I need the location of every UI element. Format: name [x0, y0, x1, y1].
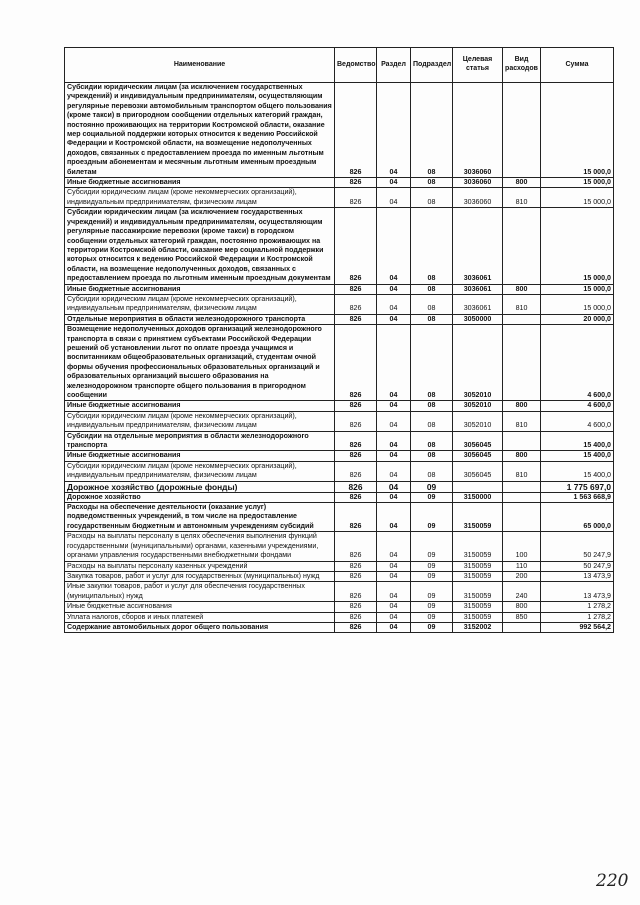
cell-subsection: 09 — [411, 481, 453, 492]
cell-exptype: 800 — [503, 401, 541, 411]
cell-target: 3036061 — [453, 208, 503, 284]
cell-subsection: 08 — [411, 284, 453, 294]
cell-sum: 15 000,0 — [541, 284, 614, 294]
cell-name: Содержание автомобильных дорог общего пользования — [65, 622, 335, 632]
cell-exptype: 100 — [503, 532, 541, 561]
cell-exptype: 240 — [503, 582, 541, 602]
cell-subsection: 08 — [411, 178, 453, 188]
cell-section: 04 — [377, 561, 411, 571]
cell-section: 04 — [377, 481, 411, 492]
cell-dept: 826 — [335, 411, 377, 431]
cell-sum: 4 600,0 — [541, 411, 614, 431]
cell-exptype: 810 — [503, 294, 541, 314]
cell-section: 04 — [377, 622, 411, 632]
cell-sum: 15 000,0 — [541, 294, 614, 314]
cell-dept: 826 — [335, 481, 377, 492]
table-row — [65, 461, 614, 481]
cell-subsection: 08 — [411, 83, 453, 178]
cell-section: 04 — [377, 83, 411, 178]
cell-sum: 4 600,0 — [541, 401, 614, 411]
cell-exptype — [503, 503, 541, 532]
cell-sum: 20 000,0 — [541, 314, 614, 324]
cell-dept: 826 — [335, 492, 377, 502]
cell-subsection: 08 — [411, 325, 453, 401]
cell-section: 04 — [377, 208, 411, 284]
cell-dept: 826 — [335, 431, 377, 451]
table-row — [65, 481, 614, 492]
header-target: Целевая статья — [453, 48, 503, 83]
cell-exptype: 200 — [503, 571, 541, 581]
cell-sum: 992 564,2 — [541, 622, 614, 632]
cell-sum: 50 247,9 — [541, 561, 614, 571]
cell-name: Субсидии на отдельные мероприятия в области железнодорожного транспорта — [65, 431, 335, 451]
cell-dept: 826 — [335, 314, 377, 324]
cell-exptype — [503, 325, 541, 401]
cell-exptype — [503, 208, 541, 284]
cell-subsection: 09 — [411, 622, 453, 632]
cell-section: 04 — [377, 461, 411, 481]
cell-target: 3056045 — [453, 431, 503, 451]
cell-section: 04 — [377, 314, 411, 324]
cell-subsection: 08 — [411, 451, 453, 461]
table-row — [65, 294, 614, 314]
cell-name: Иные бюджетные ассигнования — [65, 178, 335, 188]
cell-section: 04 — [377, 492, 411, 502]
cell-name: Субсидии юридическим лицам (кроме некоммерческих организаций), индивидуальным предпринимателям, физическим лицам — [65, 461, 335, 481]
cell-dept: 826 — [335, 294, 377, 314]
cell-subsection: 09 — [411, 612, 453, 622]
cell-name: Иные бюджетные ассигнования — [65, 284, 335, 294]
cell-section: 04 — [377, 411, 411, 431]
cell-dept: 826 — [335, 571, 377, 581]
cell-subsection: 08 — [411, 431, 453, 451]
table-row — [65, 284, 614, 294]
table-row — [65, 492, 614, 502]
cell-dept: 826 — [335, 532, 377, 561]
cell-section: 04 — [377, 582, 411, 602]
cell-target: 3050000 — [453, 314, 503, 324]
cell-target: 3036061 — [453, 284, 503, 294]
header-dept: Ведомство — [335, 48, 377, 83]
cell-target: 3150000 — [453, 492, 503, 502]
cell-dept: 826 — [335, 612, 377, 622]
cell-name: Уплата налогов, сборов и иных платежей — [65, 612, 335, 622]
table-row — [65, 612, 614, 622]
cell-sum: 15 400,0 — [541, 461, 614, 481]
table-row — [65, 401, 614, 411]
cell-target: 3150059 — [453, 602, 503, 612]
cell-exptype — [503, 492, 541, 502]
cell-name: Субсидии юридическим лицам (кроме некоммерческих организаций), индивидуальным предпринимателям, физическим лицам — [65, 294, 335, 314]
table-row — [65, 532, 614, 561]
cell-dept: 826 — [335, 284, 377, 294]
cell-section: 04 — [377, 431, 411, 451]
header-sum: Сумма — [541, 48, 614, 83]
table-row — [65, 622, 614, 632]
cell-target: 3052010 — [453, 411, 503, 431]
cell-sum: 4 600,0 — [541, 325, 614, 401]
cell-dept: 826 — [335, 561, 377, 571]
cell-target — [453, 481, 503, 492]
header-exptype: Вид расходов — [503, 48, 541, 83]
table-row — [65, 208, 614, 284]
cell-section: 04 — [377, 451, 411, 461]
cell-target: 3036060 — [453, 178, 503, 188]
cell-exptype: 800 — [503, 602, 541, 612]
budget-table — [64, 47, 614, 633]
cell-sum: 15 400,0 — [541, 451, 614, 461]
cell-sum: 1 278,2 — [541, 612, 614, 622]
cell-section: 04 — [377, 294, 411, 314]
cell-target: 3036060 — [453, 83, 503, 178]
cell-section: 04 — [377, 188, 411, 208]
cell-name: Субсидии юридическим лицам (за исключением государственных учреждений) и индивидуальным предпринимателям, осуществляющим регулярные пассажирские перевозки (кроме такси) в городском сообщении отдельных категорий граждан, постоянно проживающих на территории Костромской области, оказание мер социальной поддержки которых относится к ведению Российской Федерации и Костромской области, на возмещение недополученных доходов, связанных с предоставлением проезда по льготным именным проездным документам — [65, 208, 335, 284]
table-header-row — [65, 48, 614, 83]
cell-exptype: 110 — [503, 561, 541, 571]
cell-dept: 826 — [335, 83, 377, 178]
cell-subsection: 09 — [411, 561, 453, 571]
table-row — [65, 582, 614, 602]
cell-dept: 826 — [335, 461, 377, 481]
cell-sum: 50 247,9 — [541, 532, 614, 561]
cell-subsection: 09 — [411, 571, 453, 581]
cell-dept: 826 — [335, 602, 377, 612]
table-row — [65, 431, 614, 451]
cell-section: 04 — [377, 612, 411, 622]
cell-section: 04 — [377, 602, 411, 612]
cell-subsection: 08 — [411, 294, 453, 314]
cell-section: 04 — [377, 401, 411, 411]
cell-exptype — [503, 481, 541, 492]
cell-name: Иные бюджетные ассигнования — [65, 451, 335, 461]
cell-subsection: 08 — [411, 208, 453, 284]
cell-subsection: 08 — [411, 188, 453, 208]
cell-dept: 826 — [335, 451, 377, 461]
table-row — [65, 451, 614, 461]
cell-target: 3056045 — [453, 461, 503, 481]
table-row — [65, 314, 614, 324]
cell-sum: 13 473,9 — [541, 571, 614, 581]
cell-sum: 1 775 697,0 — [541, 481, 614, 492]
cell-target: 3150059 — [453, 561, 503, 571]
cell-sum: 15 000,0 — [541, 83, 614, 178]
cell-dept: 826 — [335, 582, 377, 602]
cell-sum: 1 563 668,9 — [541, 492, 614, 502]
page-number: 220 — [596, 871, 629, 891]
cell-name: Отдельные мероприятия в области железнодорожного транспорта — [65, 314, 335, 324]
cell-exptype — [503, 431, 541, 451]
cell-target: 3150059 — [453, 612, 503, 622]
header-subsection: Подраздел — [411, 48, 453, 83]
cell-dept: 826 — [335, 622, 377, 632]
cell-target: 3052010 — [453, 401, 503, 411]
table-row — [65, 503, 614, 532]
cell-sum: 65 000,0 — [541, 503, 614, 532]
cell-target: 3152002 — [453, 622, 503, 632]
cell-subsection: 09 — [411, 503, 453, 532]
cell-name: Иные бюджетные ассигнования — [65, 401, 335, 411]
cell-sum: 15 400,0 — [541, 431, 614, 451]
cell-dept: 826 — [335, 325, 377, 401]
cell-name: Субсидии юридическим лицам (за исключением государственных учреждений) и индивидуальным предпринимателям, осуществляющим регулярные перевозки автомобильным транспортом общего пользования (кроме такси) в пригородном сообщении отдельных категорий граждан, постоянно проживающих на территории Костромской области, оказание мер социальной поддержки которых относится к ведению Российской Федерации и Костромской области, на возмещение недополученных доходов, связанных с предоставлением проезда по именным льготным проездным абонементам и месячным льготным именным проездным билетам — [65, 83, 335, 178]
cell-exptype — [503, 83, 541, 178]
cell-dept: 826 — [335, 178, 377, 188]
header-name: Наименование — [65, 48, 335, 83]
cell-exptype: 800 — [503, 451, 541, 461]
cell-section: 04 — [377, 284, 411, 294]
cell-target: 3150059 — [453, 571, 503, 581]
cell-name: Дорожное хозяйство — [65, 492, 335, 502]
table-row — [65, 411, 614, 431]
cell-name: Расходы на выплаты персоналу в целях обеспечения выполнения функций государственными (муниципальными) органами, казенными учреждениями, органами управления государственными внебюджетными фондами — [65, 532, 335, 561]
cell-name: Дорожное хозяйство (дорожные фонды) — [65, 481, 335, 492]
cell-dept: 826 — [335, 188, 377, 208]
table-row — [65, 83, 614, 178]
cell-subsection: 09 — [411, 602, 453, 612]
cell-target: 3056045 — [453, 451, 503, 461]
cell-subsection: 08 — [411, 461, 453, 481]
cell-exptype: 800 — [503, 284, 541, 294]
cell-name: Расходы на выплаты персоналу казенных учреждений — [65, 561, 335, 571]
cell-target: 3150059 — [453, 582, 503, 602]
cell-name: Иные бюджетные ассигнования — [65, 602, 335, 612]
cell-exptype — [503, 314, 541, 324]
table-row — [65, 561, 614, 571]
cell-name: Закупка товаров, работ и услуг для государственных (муниципальных) нужд — [65, 571, 335, 581]
cell-subsection: 09 — [411, 582, 453, 602]
cell-section: 04 — [377, 571, 411, 581]
cell-sum: 13 473,9 — [541, 582, 614, 602]
cell-name: Субсидии юридическим лицам (кроме некоммерческих организаций), индивидуальным предпринимателям, физическим лицам — [65, 411, 335, 431]
cell-exptype: 810 — [503, 461, 541, 481]
header-section: Раздел — [377, 48, 411, 83]
cell-dept: 826 — [335, 503, 377, 532]
table-row — [65, 602, 614, 612]
cell-exptype — [503, 622, 541, 632]
table-row — [65, 188, 614, 208]
cell-subsection: 08 — [411, 411, 453, 431]
table-row — [65, 571, 614, 581]
cell-subsection: 08 — [411, 314, 453, 324]
cell-exptype: 800 — [503, 178, 541, 188]
cell-section: 04 — [377, 532, 411, 561]
cell-subsection: 09 — [411, 492, 453, 502]
cell-exptype: 850 — [503, 612, 541, 622]
cell-name: Возмещение недополученных доходов организаций железнодорожного транспорта в связи с принятием субъектами Российской Федерации решений об установлении льгот по оплате проезда учащимся и воспитанникам общеобразовательных организаций, студентам очной формы обучения профессиональных образовательных организаций и образовательных организаций высшего образования на железнодорожном транспорте общего пользования в пригородном сообщении — [65, 325, 335, 401]
cell-sum: 15 000,0 — [541, 178, 614, 188]
cell-section: 04 — [377, 503, 411, 532]
cell-name: Иные закупки товаров, работ и услуг для обеспечения государственных (муниципальных) нужд — [65, 582, 335, 602]
cell-dept: 826 — [335, 401, 377, 411]
cell-sum: 15 000,0 — [541, 208, 614, 284]
cell-subsection: 08 — [411, 401, 453, 411]
table-row — [65, 178, 614, 188]
table-row — [65, 325, 614, 401]
cell-target: 3036061 — [453, 294, 503, 314]
cell-name: Субсидии юридическим лицам (кроме некоммерческих организаций), индивидуальным предпринимателям, физическим лицам — [65, 188, 335, 208]
cell-name: Расходы на обеспечение деятельности (оказание услуг) подведомственных учреждений, в том числе на предоставление государственным бюджетным и автономным учреждениям субсидий — [65, 503, 335, 532]
cell-subsection: 09 — [411, 532, 453, 561]
cell-exptype: 810 — [503, 188, 541, 208]
cell-target: 3150059 — [453, 503, 503, 532]
cell-sum: 1 278,2 — [541, 602, 614, 612]
cell-target: 3052010 — [453, 325, 503, 401]
cell-dept: 826 — [335, 208, 377, 284]
cell-sum: 15 000,0 — [541, 188, 614, 208]
cell-section: 04 — [377, 325, 411, 401]
cell-target: 3036060 — [453, 188, 503, 208]
cell-section: 04 — [377, 178, 411, 188]
cell-target: 3150059 — [453, 532, 503, 561]
cell-exptype: 810 — [503, 411, 541, 431]
